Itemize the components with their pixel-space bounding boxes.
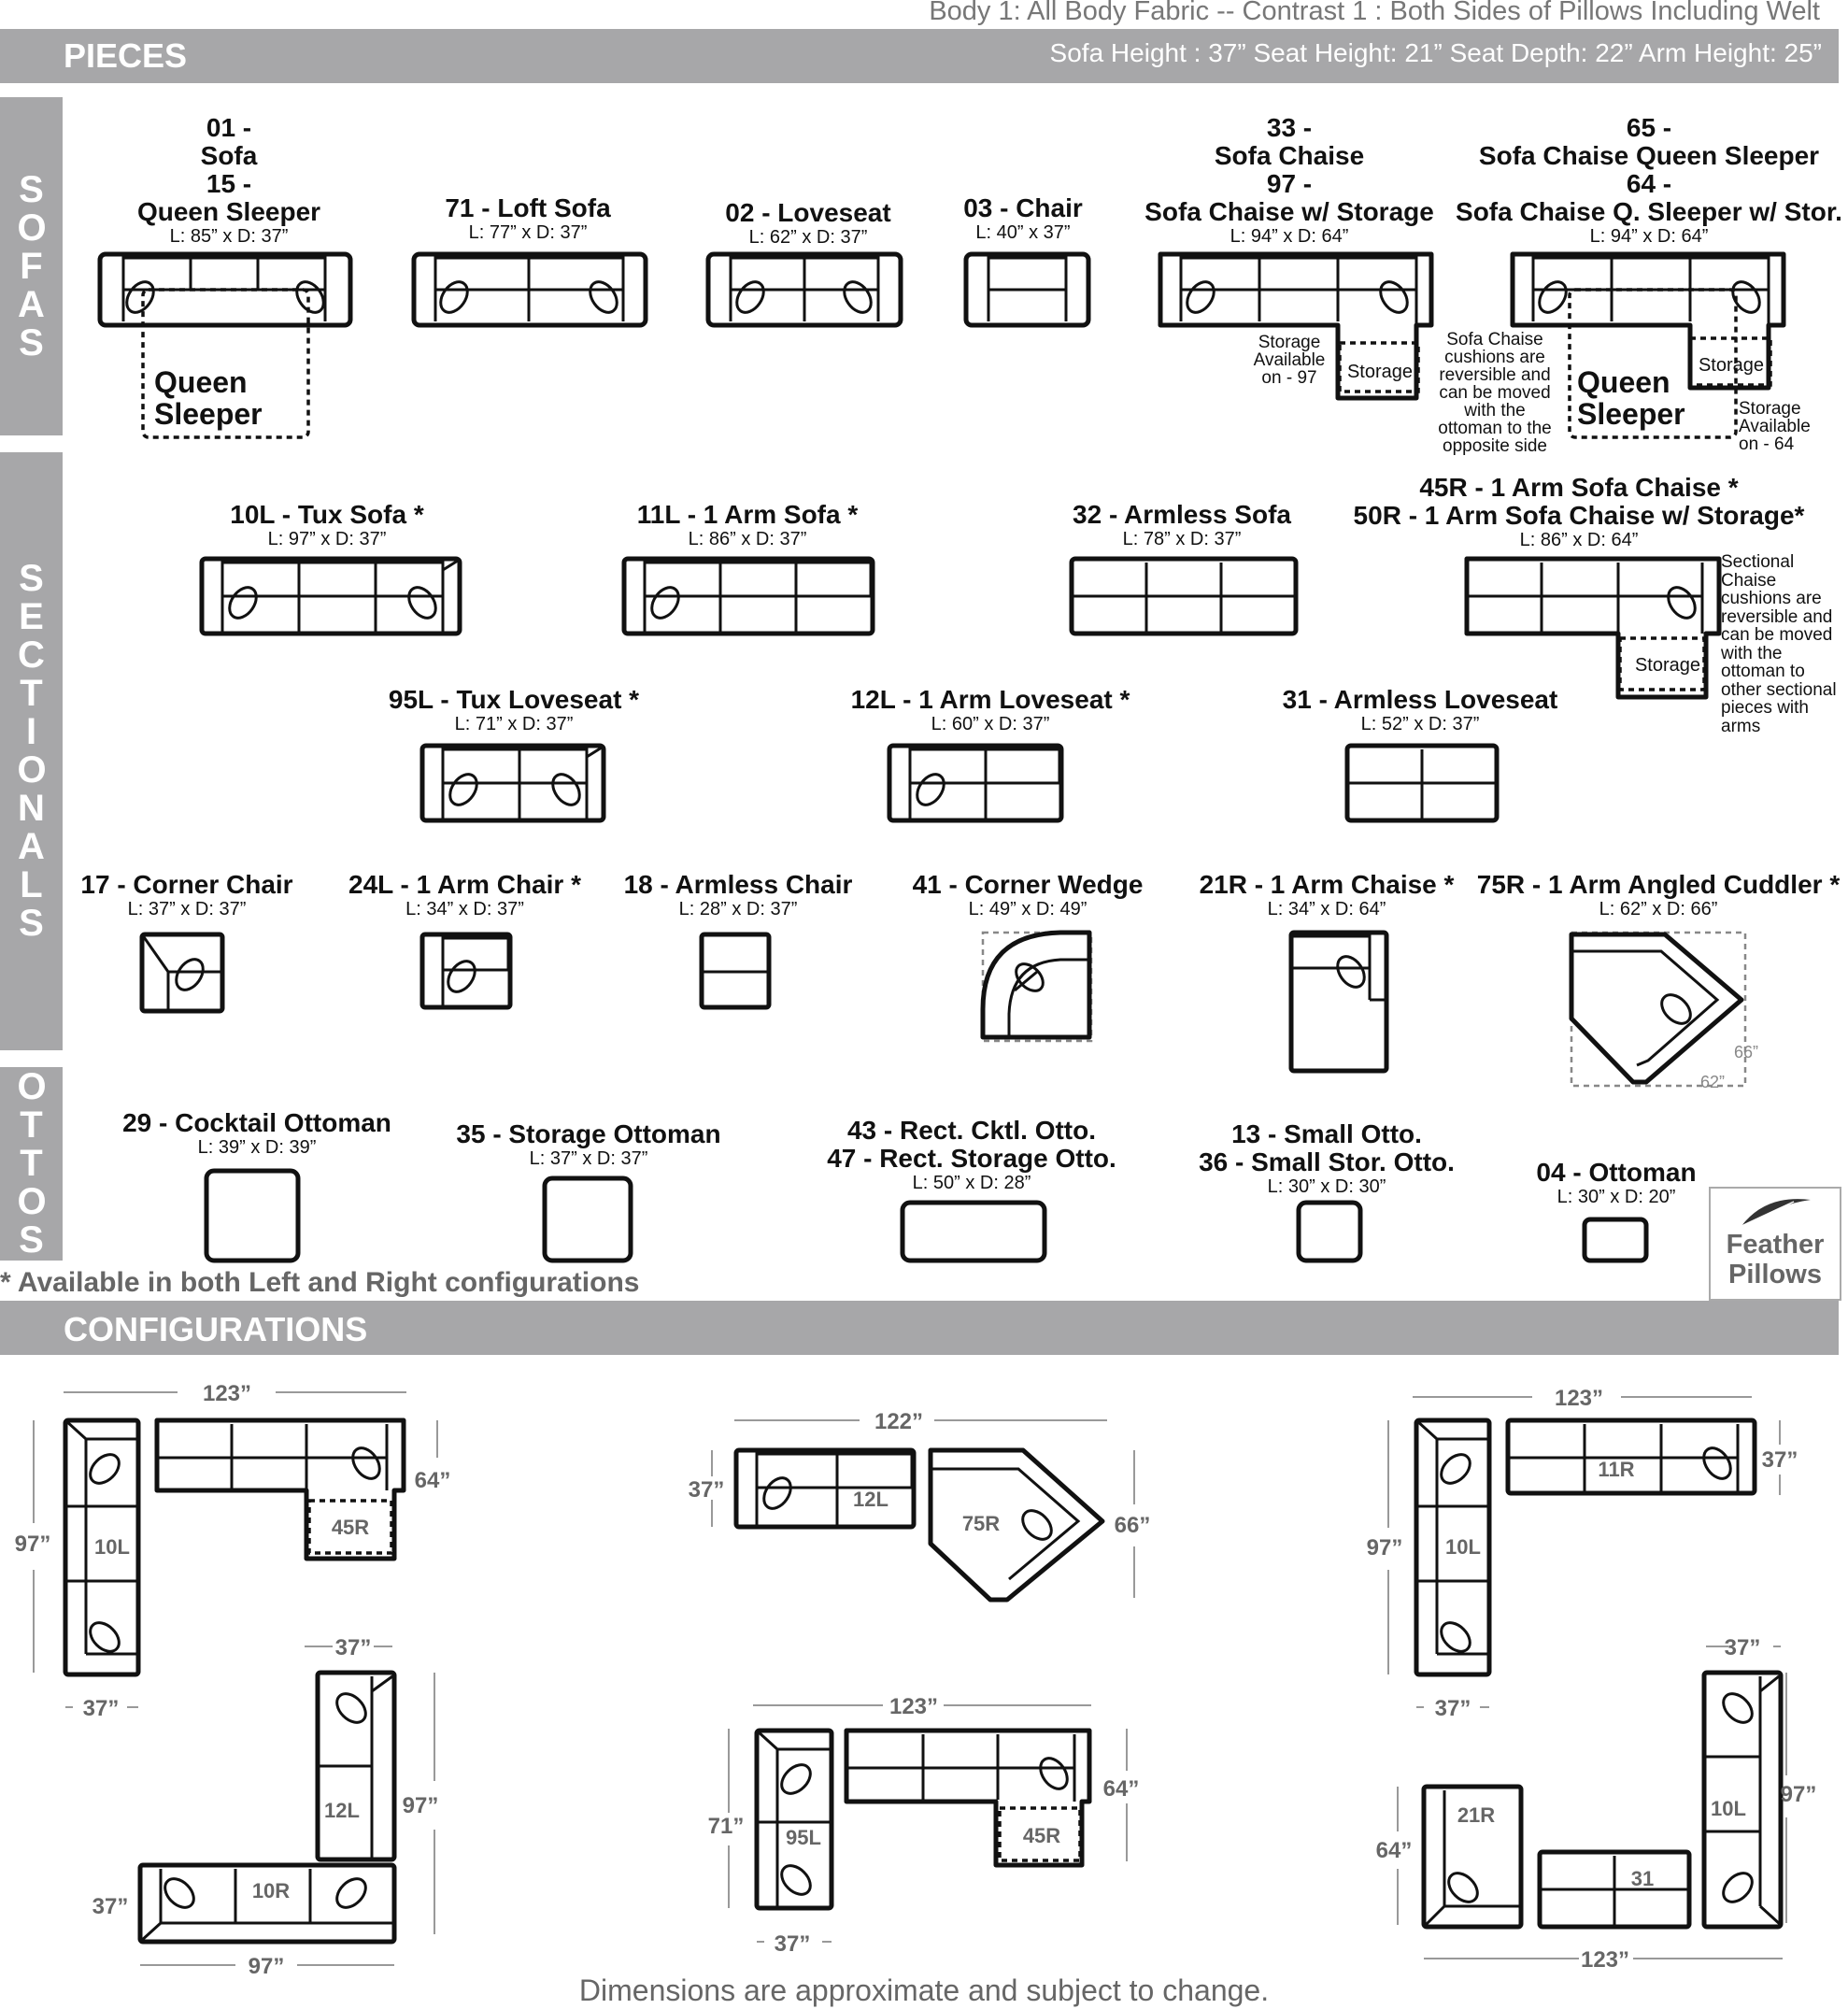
sectional-label: 21R - 1 Arm Chaise * L: 34” x D: 64” <box>1199 870 1455 919</box>
cuddler-length: 62” <box>1700 1073 1726 1091</box>
svg-text:37”: 37” <box>92 1894 129 1919</box>
svg-text:64”: 64” <box>414 1468 451 1493</box>
queen-sleeper-note: Queen Sleeper <box>1577 365 1685 431</box>
svg-text:37”: 37” <box>1761 1447 1798 1473</box>
cuddler-depth: 66” <box>1734 1043 1759 1061</box>
sectional-label: 32 - Armless Sofa L: 78” x D: 37” <box>1073 500 1291 549</box>
sectional-label: 95L - Tux Loveseat * L: 71” x D: 37” <box>388 685 640 734</box>
svg-text:97”: 97” <box>248 1954 285 1979</box>
pieces-title: PIECES <box>64 36 188 75</box>
svg-text:122”: 122” <box>874 1409 924 1434</box>
svg-text:21R: 21R <box>1457 1803 1496 1827</box>
sectional-label: 41 - Corner Wedge L: 49” x D: 49” <box>912 870 1144 919</box>
svg-text:10L: 10L <box>1445 1535 1481 1559</box>
ottoman-label: 43 - Rect. Cktl. Otto. 47 - Rect. Storage Otto. L: 50” x D: 28” <box>827 1116 1116 1193</box>
svg-text:37”: 37” <box>334 1635 372 1660</box>
sofa-label: 03 - Chair L: 40” x 37” <box>963 193 1083 243</box>
ottoman-label: 35 - Storage Ottoman L: 37” x D: 37” <box>456 1119 721 1169</box>
chaise-note: Sofa Chaise cushions are reversible and can be moved with the ottoman to the opposite side <box>1438 330 1552 456</box>
ottoman-label: 13 - Small Otto. 36 - Small Stor. Otto. L: 30” x D: 30” <box>1199 1119 1455 1197</box>
sofa-label: 01 - Sofa 15 - Queen Sleeper L: 85” x D: 37” <box>136 113 321 247</box>
sectional-label: 45R - 1 Arm Sofa Chaise * 50R - 1 Arm Sofa Chaise w/ Storage* L: 86” x D: 64” <box>1353 473 1805 550</box>
feather-pillows-label: Feather Pillows <box>1726 1230 1825 1289</box>
sofa-label: 02 - Loveseat L: 62” x D: 37” <box>725 198 891 248</box>
config-4 <box>92 1635 439 1979</box>
svg-text:10L: 10L <box>94 1535 130 1559</box>
fabric-note: Body 1: All Body Fabric -- Contrast 1 : Both Sides of Pillows Including Welt <box>929 0 1820 26</box>
svg-text:123”: 123” <box>1554 1386 1604 1411</box>
svg-text:64”: 64” <box>1102 1776 1140 1802</box>
side-label-text: SOFAS <box>17 168 47 363</box>
svg-text:37”: 37” <box>1434 1696 1471 1721</box>
sectional-label: 11L - 1 Arm Sofa * L: 86” x D: 37” <box>636 500 859 549</box>
svg-text:45R: 45R <box>1022 1824 1061 1847</box>
sectional-label: 18 - Armless Chair L: 28” x D: 37” <box>623 870 853 919</box>
svg-text:97”: 97” <box>402 1793 439 1818</box>
svg-text:10L: 10L <box>1711 1797 1746 1820</box>
svg-text:97”: 97” <box>1366 1535 1403 1560</box>
ottoman-label: 29 - Cocktail Ottoman L: 39” x D: 39” <box>122 1108 391 1158</box>
config-1 <box>15 1381 451 1721</box>
sectional-label: 24L - 1 Arm Chair * L: 34” x D: 37” <box>348 870 581 919</box>
storage-64-note: Storage Available on - 64 <box>1739 399 1811 454</box>
ottoman-label: 04 - Ottoman L: 30” x D: 20” <box>1536 1158 1697 1207</box>
svg-text:64”: 64” <box>1375 1838 1413 1863</box>
svg-text:37”: 37” <box>688 1477 725 1503</box>
availability-note: * Available in both Left and Right configurations <box>0 1267 640 1298</box>
svg-text:75R: 75R <box>961 1512 1001 1535</box>
sofa-label: 65 - Sofa Chaise Queen Sleeper 64 - Sofa Chaise Q. Sleeper w/ Stor. L: 94” x D: 64” <box>1456 113 1842 247</box>
sectional-label: 75R - 1 Arm Angled Cuddler * L: 62” x D: 66” <box>1476 870 1841 919</box>
svg-text:123”: 123” <box>888 1694 939 1719</box>
svg-text:66”: 66” <box>1114 1513 1151 1538</box>
sectional-label: 10L - Tux Sofa * L: 97” x D: 37” <box>230 500 424 549</box>
sectional-label: 31 - Armless Loveseat L: 52” x D: 37” <box>1282 685 1558 734</box>
sofa-specs: Sofa Height : 37” Seat Height: 21” Seat Depth: 22” Arm Height: 25” <box>1049 38 1822 67</box>
svg-text:31: 31 <box>1630 1867 1655 1890</box>
configurations-title: CONFIGURATIONS <box>64 1310 368 1348</box>
svg-text:97”: 97” <box>1780 1782 1817 1807</box>
config-6 <box>1376 1635 1817 1973</box>
sectional-label: 17 - Corner Chair L: 37” x D: 37” <box>80 870 293 919</box>
sectional-label: 12L - 1 Arm Loveseat * L: 60” x D: 37” <box>850 685 1130 734</box>
svg-text:37”: 37” <box>1724 1635 1761 1660</box>
sectional-chaise-note: Sectional Chaise cushions are reversible and can be moved with the ottoman to other sectional pieces with arms <box>1721 552 1837 736</box>
svg-text:12L: 12L <box>324 1799 360 1822</box>
config-2 <box>689 1409 1151 1600</box>
svg-text:123”: 123” <box>1580 1947 1630 1973</box>
sofa-label: 33 - Sofa Chaise 97 - Sofa Chaise w/ Storage L: 94” x D: 64” <box>1144 113 1434 247</box>
config-5 <box>708 1694 1140 1957</box>
svg-text:10R: 10R <box>251 1879 291 1902</box>
queen-sleeper-note: Queen Sleeper <box>154 365 263 431</box>
side-label-text: OTTOS <box>17 1066 47 1261</box>
svg-text:71”: 71” <box>707 1814 745 1839</box>
svg-text:37”: 37” <box>774 1931 811 1957</box>
svg-text:95L: 95L <box>786 1826 821 1849</box>
svg-text:11R: 11R <box>1598 1458 1635 1481</box>
storage-label: Storage <box>1698 355 1765 376</box>
storage-97-note: Storage Available on - 97 <box>1253 333 1326 388</box>
disclaimer-footer: Dimensions are approximate and subject to change. <box>578 1973 1270 2007</box>
svg-text:123”: 123” <box>202 1381 252 1406</box>
svg-text:45R: 45R <box>331 1516 370 1539</box>
storage-label: Storage <box>1346 362 1414 382</box>
sofa-label: 71 - Loft Sofa L: 77” x D: 37” <box>445 193 611 243</box>
side-label-text: SECTIONALS <box>17 558 47 944</box>
svg-text:12L: 12L <box>853 1488 888 1511</box>
svg-text:37”: 37” <box>82 1696 120 1721</box>
svg-text:97”: 97” <box>14 1532 51 1557</box>
storage-label: Storage <box>1634 655 1701 676</box>
